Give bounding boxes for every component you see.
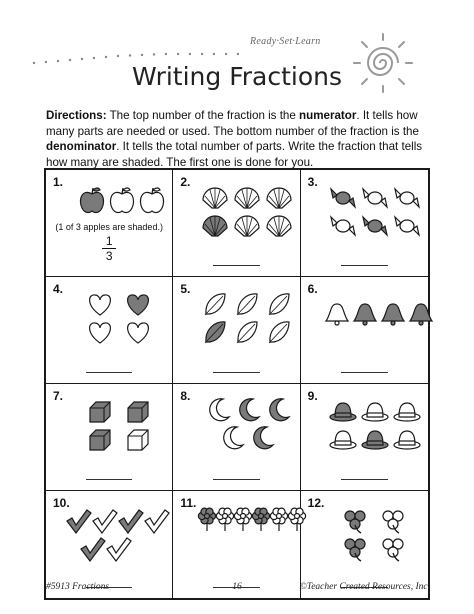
checkmark-icon xyxy=(119,510,143,533)
example-fraction xyxy=(46,235,172,262)
candy-icon xyxy=(395,217,419,235)
problem-number: 6. xyxy=(307,282,318,296)
directions-text xyxy=(46,108,436,170)
moon-icon xyxy=(210,399,229,421)
moon-icon xyxy=(254,427,273,449)
fraction-denominator: 3 xyxy=(105,249,113,263)
problem-number: 2. xyxy=(180,175,191,189)
answer-line[interactable] xyxy=(213,265,259,266)
flower-icon xyxy=(199,508,216,531)
cube-icon xyxy=(90,430,110,450)
problem-pictures xyxy=(64,396,188,460)
directions-part-2: . It tells how many parts are needed or used. The bottom number of the fraction is the xyxy=(46,109,419,138)
problem-cell-6 xyxy=(301,277,428,384)
seashell-icon xyxy=(203,188,227,208)
flower-icon xyxy=(253,508,270,531)
problem-pictures xyxy=(319,503,443,567)
shamrock-icon xyxy=(383,511,403,533)
flower-icon xyxy=(217,508,234,531)
problem-cell-8 xyxy=(173,384,300,491)
directions-part-1: The top number of the fraction is the xyxy=(106,109,300,122)
problem-cell-1 xyxy=(46,170,173,277)
problem-number: 11. xyxy=(180,496,197,510)
bell-icon xyxy=(326,304,348,325)
problem-pictures xyxy=(191,396,315,460)
answer-line[interactable] xyxy=(213,479,259,480)
problem-pictures xyxy=(319,289,443,353)
candy-icon xyxy=(363,217,387,235)
numerator-term: numerator xyxy=(299,109,357,122)
hat-icon xyxy=(362,431,388,449)
moon-icon xyxy=(240,399,259,421)
directions-label: Directions: xyxy=(46,109,107,122)
problem-pictures xyxy=(64,289,188,353)
flower-icon xyxy=(271,508,288,531)
hat-icon xyxy=(362,403,388,421)
checkmark-icon xyxy=(81,538,105,561)
problem-pictures xyxy=(191,503,315,567)
fraction-numerator: 1 xyxy=(105,234,113,248)
footer-copyright: ©Teacher Created Resources, Inc. xyxy=(299,582,430,592)
problem-cell-5 xyxy=(173,277,300,384)
answer-line[interactable] xyxy=(86,479,132,480)
answer-line[interactable] xyxy=(86,372,132,373)
seashell-icon xyxy=(235,188,259,208)
flower-icon xyxy=(235,508,252,531)
seashell-icon xyxy=(235,216,259,236)
bell-icon xyxy=(410,304,432,325)
heart-icon xyxy=(128,323,149,343)
directions-part-3: . It tells the total number of parts. Write the fraction that tells how many are shaded. The first one is done for you. xyxy=(46,140,423,169)
answer-line[interactable] xyxy=(341,479,388,480)
problem-number: 7. xyxy=(53,389,64,403)
problem-cell-2 xyxy=(173,170,300,277)
moon-icon xyxy=(224,427,243,449)
leaf-icon xyxy=(269,322,289,343)
apple-icon xyxy=(80,188,103,213)
checkmark-icon xyxy=(93,510,117,533)
candy-icon xyxy=(395,189,419,207)
candy-icon xyxy=(331,217,355,235)
answer-line[interactable] xyxy=(341,372,388,373)
hat-icon xyxy=(394,403,420,421)
bell-icon xyxy=(354,304,376,325)
bell-icon xyxy=(382,304,404,325)
seashell-icon xyxy=(203,216,227,236)
problem-number: 4. xyxy=(53,282,64,296)
problem-pictures xyxy=(64,503,188,567)
cube-icon xyxy=(90,402,110,422)
hat-icon xyxy=(330,431,356,449)
answer-line[interactable] xyxy=(213,372,259,373)
problem-number: 1. xyxy=(53,175,64,189)
answer-line[interactable] xyxy=(341,265,388,266)
shamrock-icon xyxy=(345,511,365,533)
problem-number: 10. xyxy=(53,496,70,510)
cube-icon xyxy=(128,402,148,422)
page-title: Writing Fractions xyxy=(131,62,343,91)
problem-number: 8. xyxy=(180,389,191,403)
seashell-icon xyxy=(267,216,291,236)
problem-grid xyxy=(44,168,430,600)
footer-page-number: 16 xyxy=(232,582,242,592)
moon-icon xyxy=(270,399,289,421)
hat-icon xyxy=(330,403,356,421)
shamrock-icon xyxy=(345,539,365,561)
footer-book-id: #5913 Fractions xyxy=(46,582,110,592)
seashell-icon xyxy=(267,188,291,208)
heart-icon xyxy=(90,295,111,315)
heart-icon xyxy=(128,295,149,315)
leaf-icon xyxy=(237,294,257,315)
apple-icon xyxy=(140,188,163,213)
shamrock-icon xyxy=(383,539,403,561)
hat-icon xyxy=(394,431,420,449)
leaf-icon xyxy=(205,294,225,315)
leaf-icon xyxy=(205,322,225,343)
checkmark-icon xyxy=(67,510,91,533)
problem-number: 5. xyxy=(180,282,191,296)
cube-icon xyxy=(128,430,148,450)
denominator-term: denominator xyxy=(46,140,117,154)
problem-pictures xyxy=(191,289,315,353)
problem-cell-4 xyxy=(46,277,173,384)
checkmark-icon xyxy=(145,510,169,533)
checkmark-icon xyxy=(107,538,131,561)
problem-pictures xyxy=(191,182,315,246)
problem-cell-3 xyxy=(301,170,428,277)
problem-cell-7 xyxy=(46,384,173,491)
problem-pictures xyxy=(319,182,443,246)
problem-number: 3. xyxy=(307,175,318,189)
brand-text: Ready·Set·Learn xyxy=(250,36,321,47)
leaf-icon xyxy=(269,294,289,315)
heart-icon xyxy=(90,323,111,343)
problem-number: 9. xyxy=(307,389,318,403)
problem-cell-9 xyxy=(301,384,428,491)
apple-icon xyxy=(110,188,133,213)
leaf-icon xyxy=(237,322,257,343)
candy-icon xyxy=(331,189,355,207)
problem-pictures xyxy=(319,396,443,460)
problem-number: 12. xyxy=(307,496,325,510)
example-note: (1 of 3 apples are shaded.) xyxy=(55,222,163,232)
candy-icon xyxy=(363,189,387,207)
